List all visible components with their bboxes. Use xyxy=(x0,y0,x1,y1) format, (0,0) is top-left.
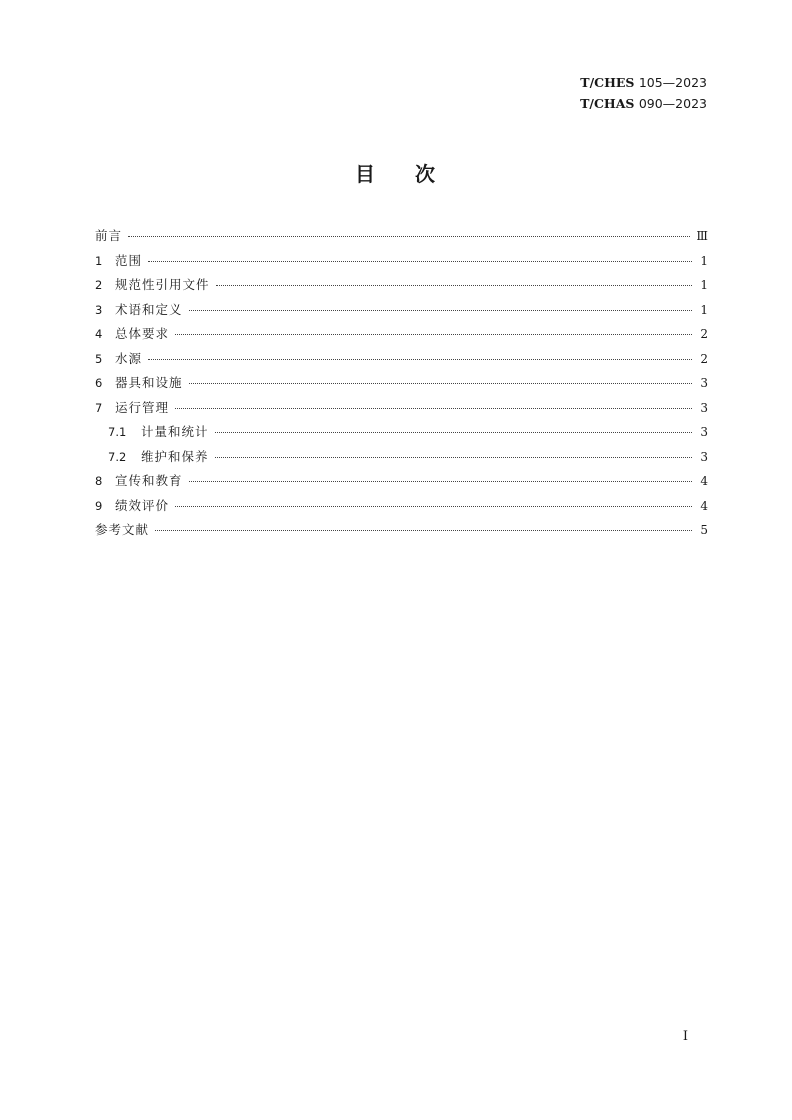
code-prefix: T/CHES xyxy=(580,75,635,90)
toc-entry-title: 规范性引用文件 xyxy=(115,277,210,292)
title-char-1: 目 xyxy=(355,162,377,186)
toc-entry-number: 2 xyxy=(95,278,103,292)
toc-entry-page: Ⅲ xyxy=(696,229,708,243)
toc-entry-title: 水源 xyxy=(115,350,143,366)
toc-entry-number: 8 xyxy=(95,474,103,488)
toc-entry[interactable] xyxy=(95,349,708,374)
toc-leader-dots xyxy=(189,481,692,482)
toc-leader-dots xyxy=(216,285,692,286)
toc-leader-dots xyxy=(215,457,692,458)
toc-entry-page: 4 xyxy=(700,474,708,488)
toc-entry-page: 5 xyxy=(700,523,708,537)
toc-entry-page: 2 xyxy=(700,351,708,366)
page-number: I xyxy=(682,1029,688,1044)
toc-entry-title: 前言 xyxy=(95,228,123,243)
toc-entry-number: 7.2 xyxy=(108,449,127,464)
toc-leader-dots xyxy=(175,334,692,335)
toc-entry-page: 1 xyxy=(700,253,708,268)
toc-entry-title: 维护和保养 xyxy=(141,448,209,464)
toc-leader-dots xyxy=(189,310,692,311)
toc-entry[interactable] xyxy=(95,300,708,325)
toc-entry-title: 范围 xyxy=(115,252,143,268)
toc-entry-title: 宣传和教育 xyxy=(115,473,183,488)
toc-entry-page: 2 xyxy=(700,327,708,341)
toc-entry-number: 4 xyxy=(95,327,103,341)
toc-entry-title: 绩效评价 xyxy=(115,497,170,513)
standard-code-chas xyxy=(580,93,707,114)
page-title xyxy=(0,158,792,187)
toc-entry-number: 3 xyxy=(95,302,103,317)
toc-entry[interactable] xyxy=(95,471,708,496)
toc-leader-dots xyxy=(189,383,692,384)
toc-entry-title: 参考文献 xyxy=(95,522,150,537)
toc-entry-page: 1 xyxy=(700,302,708,317)
toc-entry-page: 3 xyxy=(700,376,708,390)
toc-entry-page: 1 xyxy=(700,278,708,292)
code-number: 090—2023 xyxy=(638,96,707,111)
toc-entry-title: 器具和设施 xyxy=(115,375,183,390)
toc-entry[interactable] xyxy=(95,324,708,349)
table-of-contents xyxy=(95,226,708,545)
toc-entry-title: 运行管理 xyxy=(115,399,170,415)
code-prefix: T/CHAS xyxy=(580,96,635,111)
toc-entry-page: 4 xyxy=(700,498,708,513)
toc-entry-number: 9 xyxy=(95,498,103,513)
toc-entry[interactable] xyxy=(95,226,708,251)
toc-entry-page: 3 xyxy=(700,400,708,415)
toc-entry[interactable] xyxy=(95,275,708,300)
toc-entry[interactable] xyxy=(95,373,708,398)
toc-entry-title: 总体要求 xyxy=(115,326,170,341)
toc-leader-dots xyxy=(215,432,692,433)
toc-entry-page: 3 xyxy=(700,449,708,464)
toc-entry-number: 5 xyxy=(95,351,103,366)
toc-leader-dots xyxy=(175,506,692,507)
toc-entry-number: 6 xyxy=(95,376,103,390)
toc-entry[interactable] xyxy=(95,520,708,545)
toc-entry-title: 计量和统计 xyxy=(141,424,209,439)
toc-leader-dots xyxy=(148,261,692,262)
toc-leader-dots xyxy=(128,236,690,237)
toc-entry[interactable] xyxy=(95,398,708,423)
toc-leader-dots xyxy=(175,408,692,409)
toc-entry[interactable] xyxy=(95,496,708,521)
standard-codes xyxy=(580,72,707,114)
title-char-2: 次 xyxy=(415,162,437,186)
toc-entry[interactable] xyxy=(95,447,708,472)
toc-entry-title: 术语和定义 xyxy=(115,301,183,317)
standard-code-ches xyxy=(580,72,707,93)
toc-entry[interactable] xyxy=(95,422,708,447)
code-number: 105—2023 xyxy=(638,75,707,90)
toc-entry-page: 3 xyxy=(700,425,708,439)
toc-entry-number: 7 xyxy=(95,400,103,415)
toc-entry-number: 1 xyxy=(95,253,103,268)
toc-entry-number: 7.1 xyxy=(108,425,127,439)
toc-entry[interactable] xyxy=(95,251,708,276)
toc-leader-dots xyxy=(148,359,692,360)
toc-leader-dots xyxy=(155,530,692,531)
